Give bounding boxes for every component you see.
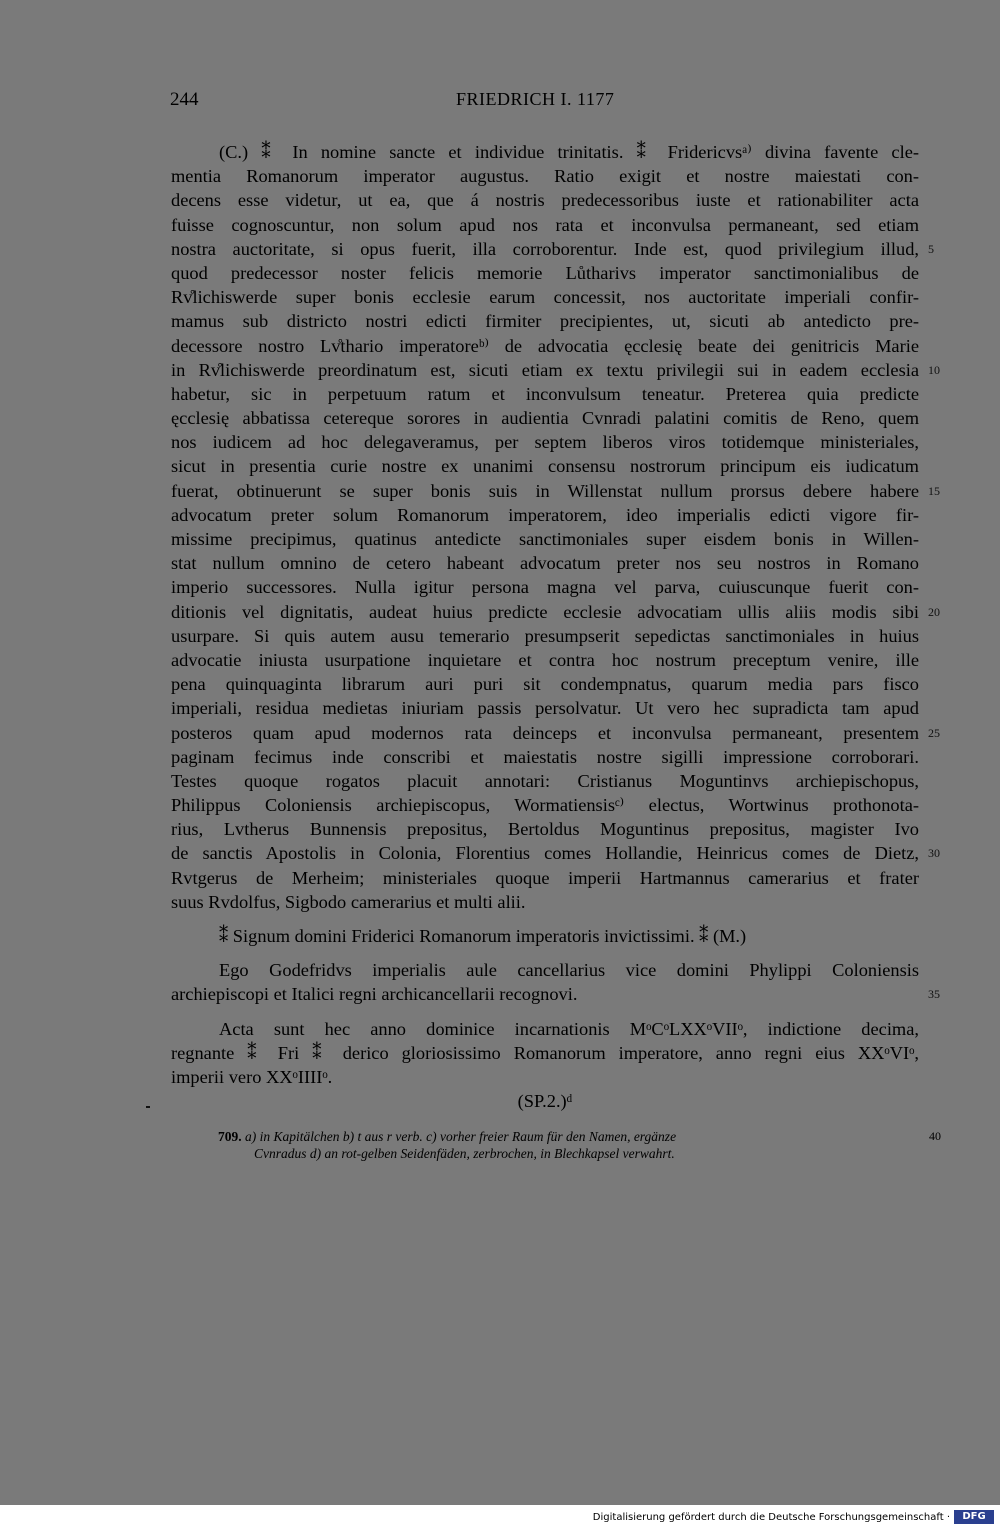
line-text: Testes quoque rogatos placuit annotari: Cristianus Moguntinvs archiepischopus, [171,770,919,791]
text-line [171,527,919,551]
text-line [171,769,919,793]
line-text: decens esse videtur, ut ea, que á nostris predecessoribus iuste et rationabiliter acta [171,190,919,211]
text-line [171,793,919,817]
footnote-line-1 [218,1128,941,1145]
line-number: 15 [928,483,940,498]
line-text: imperii vero XXᵒIIIIᵒ. [171,1066,333,1087]
text-line [171,358,940,382]
text-line [171,140,919,164]
line-number: 35 [928,987,940,1002]
text-line [171,672,919,696]
line-number: 20 [928,604,940,619]
text-line [171,164,919,188]
line-text: Philippus Coloniensis archiepiscopus, Wormatiensisᶜ⁾ electus, Wortwinus prothonota- [171,795,919,816]
line-text: nos iudicem ad hoc delegaveramus, per septem liberos viros totidemque ministeriales, [171,432,919,453]
text-line [171,261,919,285]
text-line [171,866,919,890]
line-text: ęcclesię abbatissa cetereque sorores in audientia Cvnradi palatini comitis de Reno, quem [171,408,919,429]
text-line [171,745,919,769]
text-line [171,237,934,261]
line-text: paginam fecimus inde conscribi et maiestatis nostre sigilli impressione corroborari. [171,746,919,767]
line-text: Acta sunt hec anno dominice incarnationis MᵒCᵒLXXᵒVIIᵒ, indictione decima, [219,1018,919,1039]
line-text: usurpare. Si quis autem ausu temerario presumpserit sepedictas sanctimoniales in huius [171,625,919,646]
text-line [171,213,919,237]
line-text: imperio successores. Nulla igitur persona magna vel parva, cuiuscunque fuerit con- [171,577,919,598]
text-line [171,309,919,333]
footnote-line-number: 40 [929,1129,941,1143]
line-text: fuerat, obtinuerunt se super bonis suis in Willenstat nullum prorsus debere habere [171,480,919,501]
line-text: in Rv̊lichiswerde preordinatum est, sicuti etiam ex textu privilegii sui in eadem ecclesia [171,359,919,380]
line-text: Rvtgerus de Merheim; ministeriales quoque imperii Hartmannus camerarius et frater [171,867,919,888]
line-text: (C.) ⁑ In nomine sancte et individue trinitatis. ⁑ Fridericvsᵃ⁾ divina favente cle- [219,142,919,162]
footer-bar [0,1505,1000,1527]
line-text: quod predecessor noster felicis memorie Lůtharivs imperator sanctimonialibus de [171,262,919,283]
text-line [171,841,940,865]
line-number: 5 [928,241,934,256]
text-line [171,1017,919,1041]
text-line [171,1089,919,1113]
footer-credit: Digitalisierung gefördert durch die Deutsche Forschungsgemeinschaft · [592,1512,950,1523]
text-line [171,817,919,841]
text-line [171,958,919,982]
line-text: decessore nostro Lv̊thario imperatoreᵇ⁾ de advocatia ęcclesię beate dei genitricis Marie [171,335,919,356]
line-text: mamus sub districto nostri edicti firmiter precipientes, ut, sicuti ab antedicto pre- [171,311,919,332]
text-line [171,551,919,575]
line-text: Rv̊lichiswerde super bonis ecclesie earum concessit, nos auctoritate imperiali confir- [171,287,919,308]
line-text: regnante ⁑ Fri ⁑ derico gloriosissimo Romanorum imperatore, anno regni eius XXᵒVIᵒ, [171,1042,919,1063]
document-body [171,140,940,1113]
text-line [171,648,919,672]
line-text: advocatum preter solum Romanorum imperatorem, ideo imperialis edicti vigore fir- [171,504,919,525]
line-number: 25 [928,725,940,740]
line-text: Ego Godefridvs imperialis aule cancellarius vice domini Phylippi Coloniensis [219,960,919,981]
line-text: suus Rvdolfus, Sigbodo camerarius et multi alii. [171,891,526,912]
line-text: stat nullum omnino de cetero habeant advocatum preter nos seu nostros in Romano [171,553,919,574]
line-text: sicut in presentia curie nostre ex unanimi consensu nostrorum principum eis iudicatum [171,456,919,477]
text-line [171,188,919,212]
line-text: nostra auctoritate, si opus fuerit, illa corroborentur. Inde est, quod privilegium illud, [171,238,919,259]
text-line [171,1065,919,1089]
text-line [171,334,919,358]
line-text: advocatie iniusta usurpatione inquietare et contra hoc nostrum preceptum venire, ille [171,649,919,670]
line-text: posteros quam apud modernos rata deinceps et inconvulsa permaneant, presentem [171,722,919,743]
text-line [171,479,940,503]
line-text: mentia Romanorum imperator augustus. Ratio exigit et nostre maiestati con- [171,166,919,187]
line-text: archiepiscopi et Italici regni archicancellarii recognovi. [171,984,578,1005]
text-line [171,982,940,1006]
line-text: pena quinquaginta librarum auri puri sit condempnatus, quarum media pars fisco [171,674,919,695]
page-number: 244 [170,89,199,110]
text-line [171,285,919,309]
line-text: ⁑ Signum domini Friderici Romanorum imperatoris invictissimi. ⁑ (M.) [219,926,747,946]
text-line [171,1041,919,1065]
line-number: 30 [928,846,940,861]
text-line [171,382,919,406]
line-text: de sanctis Apostolis in Colonia, Florentius comes Hollandie, Heinricus comes de Dietz, [171,843,919,864]
footnotes [218,1128,941,1162]
line-text: rius, Lvtherus Bunnensis prepositus, Bertoldus Moguntinus prepositus, magister Ivo [171,819,919,840]
dfg-logo-icon: DFG [954,1510,994,1524]
text-line [171,503,919,527]
page-title: FRIEDRICH I. 1177 [456,89,615,109]
line-text: imperiali, residua medietas iniuriam passis persolvatur. Ut vero hec supradicta tam apud [171,698,919,719]
text-line [171,430,919,454]
line-text: habetur, sic in perpetuum ratum et inconvulsum teneatur. Preterea quia predicte [171,383,919,404]
footnote-number: 709. [218,1129,242,1144]
text-line [171,890,919,914]
text-line [171,575,919,599]
margin-tick [146,1106,150,1108]
footnote-text-1: a) in Kapitälchen b) t aus r verb. c) vorher freier Raum für den Namen, ergänze [245,1129,677,1144]
line-number: 10 [928,362,940,377]
footnote-line-2 [218,1145,921,1162]
text-line [171,454,919,478]
line-text: ditionis vel dignitatis, audeat huius predicte ecclesie advocatiam ullis aliis modis sibi [171,601,919,622]
text-line [171,924,919,948]
text-line [171,406,919,430]
line-text: missime precipimus, quatinus antedicte sanctimoniales super eisdem bonis in Willen- [171,529,919,549]
text-line [171,600,940,624]
footnote-text-2: Cvnradus d) an rot-gelben Seidenfäden, zerbrochen, in Blechkapsel verwahrt. [254,1146,675,1161]
text-line [171,624,919,648]
text-line [171,721,940,745]
line-text: fuisse cognoscuntur, non solum apud nos rata et inconvulsa permaneant, sed etiam [171,214,919,235]
text-line [171,696,919,720]
line-text: (SP.2.)ᵈ [517,1091,573,1112]
